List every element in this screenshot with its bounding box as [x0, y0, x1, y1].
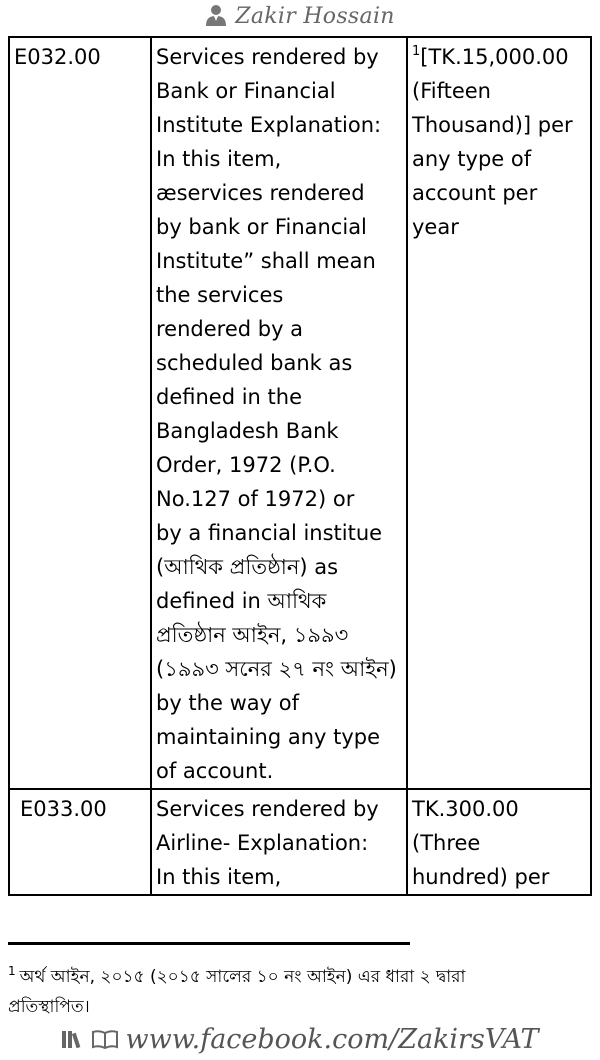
- user-icon: [205, 4, 227, 26]
- description-line: rendered by a: [156, 317, 304, 341]
- rate-text: [TK.15,000.00: [420, 45, 569, 69]
- footnote-marker: 1: [412, 44, 421, 59]
- table-row: [9, 789, 591, 895]
- table-row: [9, 37, 591, 789]
- library-icon: [61, 1028, 85, 1050]
- page-footer: [0, 1024, 600, 1058]
- service-code: E032.00: [14, 45, 101, 69]
- vat-rate-cell: [407, 37, 591, 789]
- service-code: E033.00: [20, 797, 107, 821]
- description-line: (আথিক প্রতিষ্ঠান) as: [156, 555, 339, 579]
- description-line: scheduled bank as: [156, 351, 353, 375]
- description-line: æservices rendered: [156, 181, 365, 205]
- description-line: Institute Explanation:: [156, 113, 382, 137]
- description-line: Order, 1972 (P.O.: [156, 453, 336, 477]
- description-line: In this item,: [156, 147, 282, 171]
- footer-url: www.facebook.com/ZakirsVAT: [125, 1024, 539, 1055]
- description-line: defined in the: [156, 385, 302, 409]
- description-line: defined in আথিক: [156, 589, 327, 613]
- description-line: of account.: [156, 759, 274, 783]
- description-line: No.127 of 1972) or: [156, 487, 355, 511]
- rate-line: any type of: [412, 147, 532, 171]
- description-line: by the way of: [156, 691, 299, 715]
- description-line: the services: [156, 283, 284, 307]
- description-line: maintaining any type: [156, 725, 381, 749]
- rate-line: account per: [412, 181, 538, 205]
- description-line: Services rendered by: [156, 45, 379, 69]
- footnote-text: অর্থ আইন, ২০১৫ (২০১৫ সালের ১০ নং আইন) এর ধারা ২ দ্বারা: [19, 967, 466, 987]
- rate-line: (Fifteen: [412, 79, 491, 103]
- description-line: প্রতিষ্ঠান আইন, ১৯৯৩: [156, 623, 349, 647]
- description-line: (১৯৯৩ সনের ২৭ নং আইন): [156, 657, 397, 681]
- service-code-cell: [9, 789, 151, 895]
- description-line: Bangladesh Bank: [156, 419, 339, 443]
- rate-line: TK.300.00: [412, 797, 519, 821]
- footnote-line: প্রতিস্থাপিত।: [8, 997, 90, 1017]
- rate-line: (Three: [412, 831, 481, 855]
- description-line: by a financial institue: [156, 521, 383, 545]
- footnote-number: 1: [8, 964, 16, 978]
- vat-rate-table: [8, 36, 592, 896]
- book-icon: [91, 1028, 119, 1050]
- author-name: Zakir Hossain: [235, 4, 395, 29]
- description-line: by bank or Financial: [156, 215, 367, 239]
- vat-rate-cell: [407, 789, 591, 895]
- description-line: Services rendered by: [156, 797, 379, 821]
- rate-line: Thousand)] per: [412, 113, 573, 137]
- description-line: Institute” shall mean: [156, 249, 376, 273]
- footnote-line: [8, 962, 568, 992]
- rate-line: [412, 40, 590, 74]
- service-code-cell: [9, 37, 151, 789]
- rate-line: hundred) per: [412, 865, 550, 889]
- page-header: [0, 4, 600, 34]
- rate-line: year: [412, 215, 459, 239]
- description-line: Airline- Explanation:: [156, 831, 369, 855]
- footnote: [8, 962, 568, 1022]
- description-line: In this item,: [156, 865, 282, 889]
- footnote-divider: [8, 942, 410, 945]
- service-description-cell: [151, 789, 407, 895]
- service-description-cell: [151, 37, 407, 789]
- description-line: Bank or Financial: [156, 79, 336, 103]
